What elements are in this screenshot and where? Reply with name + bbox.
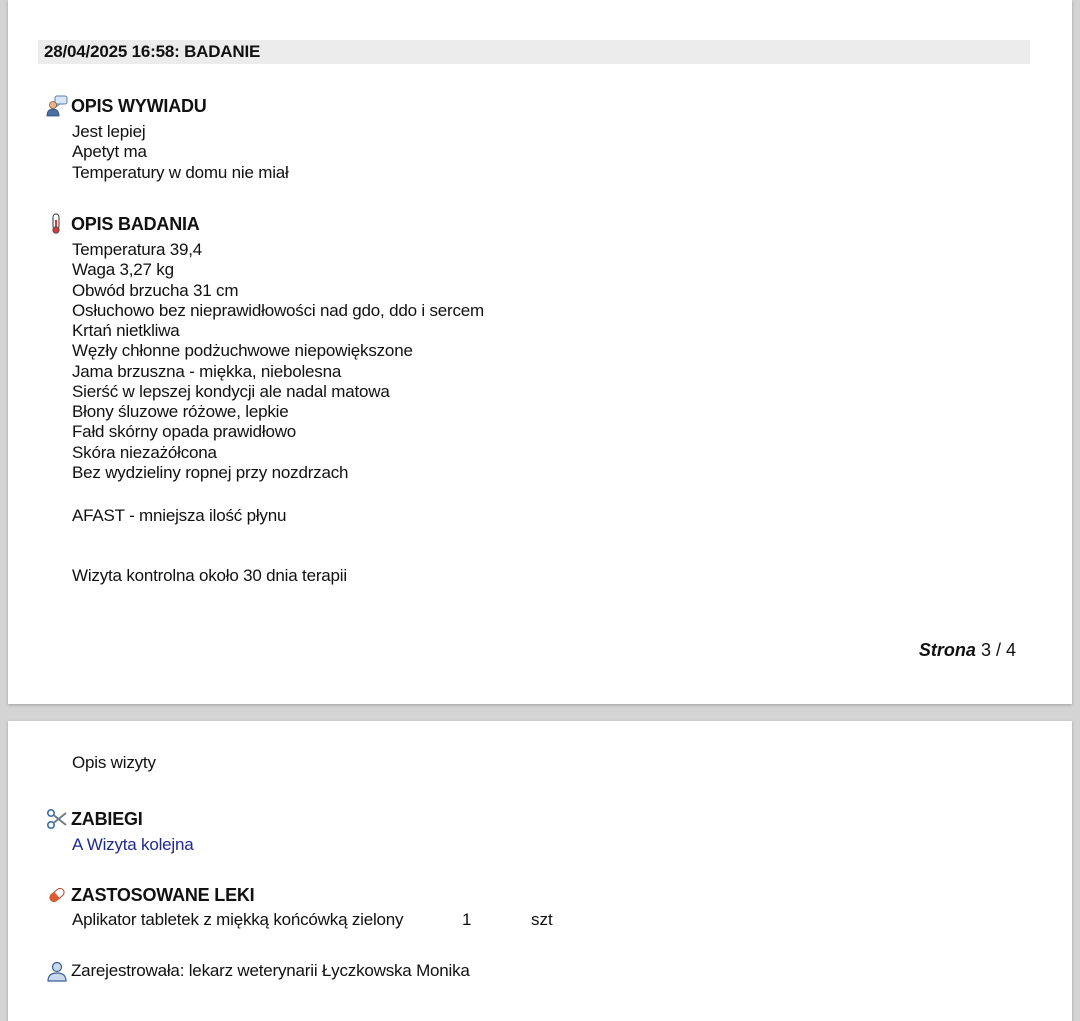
text-line: Krtań nietkliwa <box>72 321 180 340</box>
zabieg-item[interactable]: A Wizyta kolejna <box>72 835 194 854</box>
registered-by-text: Zarejestrowała: lekarz weterynarii Łyczkowska Monika <box>71 961 470 980</box>
page-total: / 4 <box>995 640 1016 660</box>
pill-icon <box>46 884 68 906</box>
thermometer-icon <box>46 213 68 235</box>
medication-name: Aplikator tabletek z miękką końcówką zielony <box>72 910 404 929</box>
page-label: Strona <box>918 640 976 660</box>
section-leki-title <box>46 883 254 907</box>
text-line: Sierść w lepszej kondycji ale nadal matowa <box>72 381 390 401</box>
visit-header: 28/04/2025 16:58: BADANIE <box>44 42 261 61</box>
text-line: Fałd skórny opada prawidłowo <box>72 422 297 442</box>
text-line: Jest lepiej <box>72 122 146 141</box>
section-wywiad-title <box>46 94 207 118</box>
person-speech-icon <box>46 95 68 117</box>
medication-quantity: 1 <box>462 910 472 929</box>
medication-unit: szt <box>531 910 553 929</box>
section-wywiad-label: OPIS WYWIADU <box>71 95 207 116</box>
text-line: Temperatura 39,4 <box>72 240 203 259</box>
document-page-3 <box>8 0 1072 704</box>
section-badanie-title <box>46 212 200 236</box>
badanie-lines <box>72 240 484 483</box>
afast-note: AFAST - mniejsza ilość płynu <box>72 506 287 525</box>
scissors-icon <box>46 808 68 830</box>
page-current: 3 <box>980 640 991 660</box>
text-line: Bez wydzieliny ropnej przy nozdrzach <box>72 462 349 482</box>
registered-by <box>46 959 470 983</box>
text-line: Osłuchowo bez nieprawidłowości nad gdo, ddo i sercem <box>72 300 484 320</box>
text-line: Błony śluzowe różowe, lepkie <box>72 402 289 421</box>
section-leki-label: ZASTOSOWANE LEKI <box>71 884 255 905</box>
wywiad-lines <box>72 122 289 183</box>
text-line: Temperatury w domu nie miał <box>72 162 289 182</box>
text-line: Waga 3,27 kg <box>72 260 174 280</box>
opis-wizyty-label: Opis wizyty <box>72 753 156 772</box>
section-zabiegi-label: ZABIEGI <box>71 808 143 829</box>
page-number <box>919 640 1016 661</box>
text-line: Węzły chłonne podżuchwowe niepowiększone <box>72 341 413 361</box>
text-line: Skóra niezażółcona <box>72 442 217 462</box>
text-line: Obwód brzucha 31 cm <box>72 280 239 300</box>
text-line: Jama brzuszna - miękka, niebolesna <box>72 361 342 381</box>
section-zabiegi-title <box>46 807 143 831</box>
section-badanie-label: OPIS BADANIA <box>71 213 200 234</box>
text-line: Apetyt ma <box>72 142 147 162</box>
user-icon <box>46 960 68 982</box>
followup-note: Wizyta kontrolna około 30 dnia terapii <box>72 566 347 585</box>
